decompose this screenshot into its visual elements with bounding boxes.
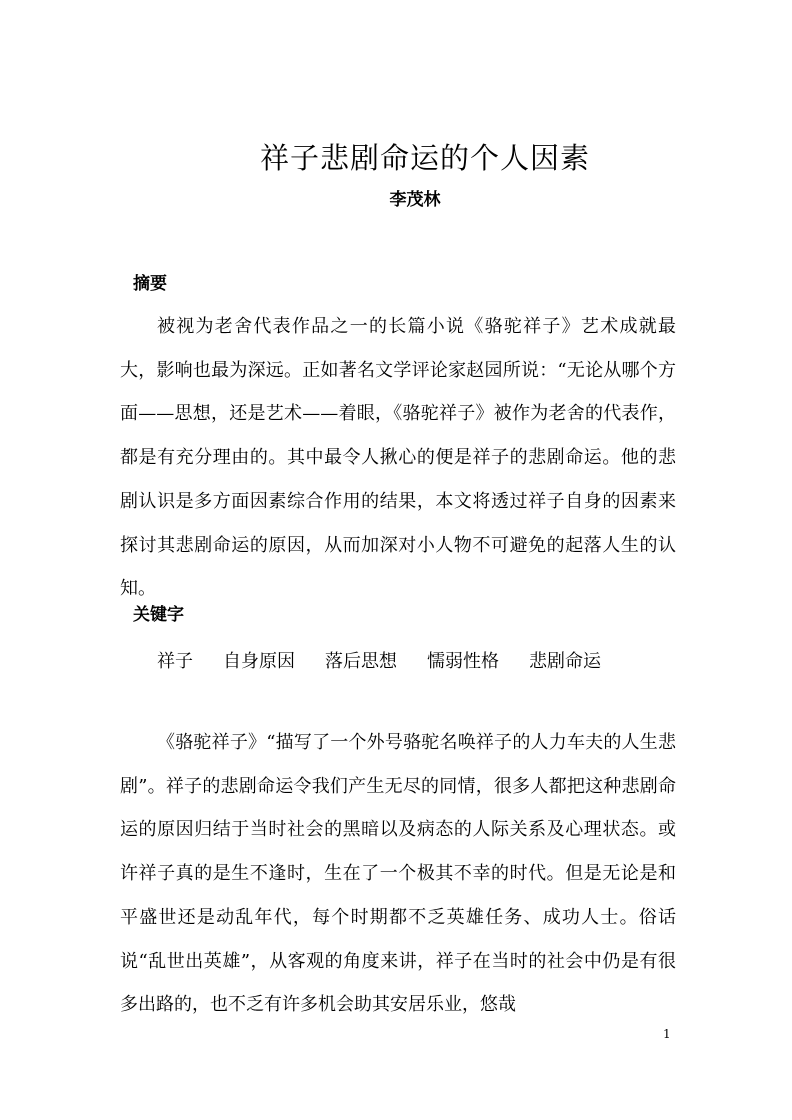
- keyword-item: 自身原因: [223, 650, 295, 672]
- keyword-item: 懦弱性格: [427, 650, 499, 672]
- body-paragraph: 《骆驼祥子》“描写了一个外号骆驼名唤祥子的人力车夫的人生悲剧”。祥子的悲剧命运令我们产生无尽的同情，很多人都把这种悲剧命运的原因归结于当时社会的黑暗以及病态的人际关系及心理状态。或许祥子真的是生不逢时，生在了一个极其不幸的时代。但是无论是和平盛世还是动乱年代，每个时期都不乏英雄任务、成功人士。俗话说“乱世出英雄”，从客观的角度来讲，祥子在当时的社会中仍是有很多出路的，也不乏有许多机会助其安居乐业，悠哉: [120, 732, 676, 1016]
- keywords-heading: 关键字: [133, 605, 184, 625]
- keyword-item: 落后思想: [325, 650, 397, 672]
- abstract-paragraph: 被视为老舍代表作品之一的长篇小说《骆驼祥子》艺术成就最大，影响也最为深远。正如著名文学评论家赵园所说：“无论从哪个方面——思想，还是艺术——着眼，《骆驼祥子》被作为老舍的代表作，都是有充分理由的。其中最令人揪心的便是祥子的悲剧命运。他的悲剧认识是多方面因素综合作用的结果，本文将透过祥子自身的因素来探讨其悲剧命运的原因，从而加深对小人物不可避免的起落人生的认知。: [120, 316, 676, 600]
- keyword-item: 祥子: [157, 650, 193, 672]
- author-name: 李茂林: [389, 190, 441, 210]
- keyword-item: 悲剧命运: [529, 650, 601, 672]
- abstract-heading: 摘要: [133, 274, 167, 294]
- page-number: 1: [663, 1027, 671, 1041]
- keywords-list: [157, 638, 601, 681]
- document-title: 祥子悲剧命运的个人因素: [259, 141, 590, 175]
